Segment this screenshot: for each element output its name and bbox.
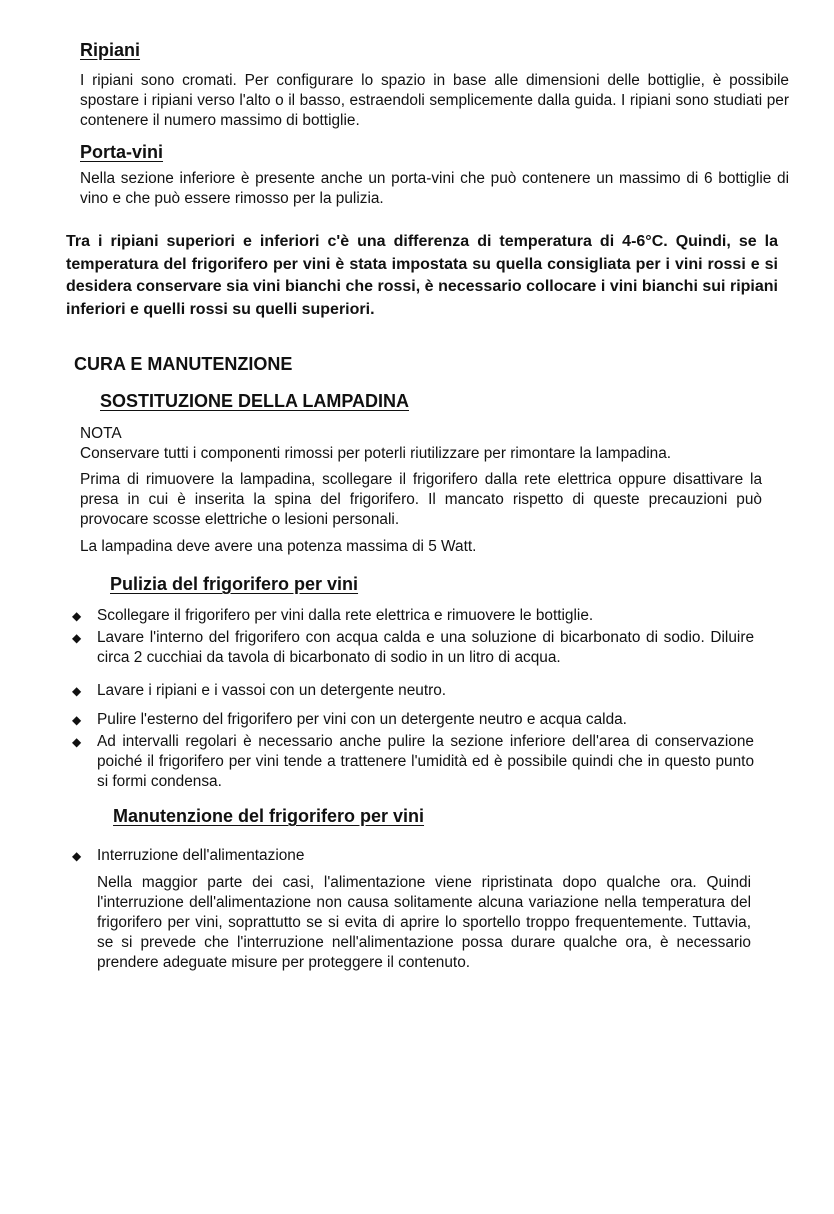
pulizia-item-3: Lavare i ripiani e i vassoi con un detergente neutro. bbox=[97, 682, 447, 699]
ripiani-heading: Ripiani bbox=[80, 40, 141, 60]
manutenzione-item-text: Nella maggior parte dei casi, l'alimentazione viene ripristinata dopo qualche ora. Quindi l'interruzione dell'alimentazione non causa solitamente alcuna variazione nella temperatura del frigorifero per vini, soprattutto se si evita di aprire lo sportello troppo frequentemente. Tuttavia, se si prevede che l'interruzione nell'alimentazione possa durare qualche ora, è necessario prendere adeguate misure per proteggere il contenuto. bbox=[97, 874, 751, 971]
pulizia-item-1: Scollegare il frigorifero per vini dalla rete elettrica e rimuovere le bottiglie. bbox=[97, 607, 594, 624]
pulizia-item-5: Ad intervalli regolari è necessario anche pulire la sezione inferiore dell'area di conservazione poiché il frigorifero per vini tende a trattenere l'umidità ed è possibile quindi che in questo punto si formi condensa. bbox=[97, 733, 754, 790]
manutenzione-item-title: Interruzione dell'alimentazione bbox=[97, 847, 305, 864]
temperature-note: Tra i ripiani superiori e inferiori c'è una differenza di temperatura di 4-6°C. Quindi, se la temperatura del frigorifero per vini è stata impostata su quella consigliata per i vini rossi e si desidera conservare sia vini bianchi che rossi, è necessario collocare i vini bianchi sui ripiani inferiori e quelli rossi su quelli superiori. bbox=[66, 233, 778, 318]
bullet-icon: ◆ bbox=[72, 735, 82, 749]
bullet-icon: ◆ bbox=[72, 684, 82, 698]
cura-manutenzione-heading: CURA E MANUTENZIONE bbox=[74, 354, 293, 374]
pulizia-heading: Pulizia del frigorifero per vini bbox=[110, 574, 359, 594]
lampadina-power: La lampadina deve avere una potenza massima di 5 Watt. bbox=[80, 538, 477, 555]
bullet-icon: ◆ bbox=[72, 609, 82, 623]
pulizia-item-2: Lavare l'interno del frigorifero con acqua calda e una soluzione di bicarbonato di sodio. Diluire circa 2 cucchiai da tavola di bicarbonato di sodio in un litro di acqua. bbox=[97, 629, 754, 666]
porta-vini-heading: Porta-vini bbox=[80, 142, 164, 162]
manutenzione-heading: Manutenzione del frigorifero per vini bbox=[113, 806, 425, 826]
bullet-icon: ◆ bbox=[72, 713, 82, 727]
pulizia-item-4: Pulire l'esterno del frigorifero per vini con un detergente neutro e acqua calda. bbox=[97, 711, 627, 728]
lampadina-warning: Prima di rimuovere la lampadina, scollegare il frigorifero dalla rete elettrica oppure disattivare la presa in cui è inserita la spina del frigorifero. Il mancato rispetto di queste precauzioni può provocare scosse elettriche o lesioni personali. bbox=[80, 471, 762, 528]
porta-vini-text: Nella sezione inferiore è presente anche un porta-vini che può contenere un massimo di 6 bottiglie di vino e che può essere rimosso per la pulizia. bbox=[80, 170, 789, 207]
lampadina-heading: SOSTITUZIONE DELLA LAMPADINA bbox=[100, 391, 409, 411]
nota-label: NOTA bbox=[80, 425, 122, 442]
nota-text: Conservare tutti i componenti rimossi per poterli riutilizzare per rimontare la lampadina. bbox=[80, 445, 672, 462]
bullet-icon: ◆ bbox=[72, 849, 82, 863]
ripiani-text: I ripiani sono cromati. Per configurare lo spazio in base alle dimensioni delle bottiglie, è possibile spostare i ripiani verso l'alto o il basso, estraendoli semplicemente dalla guida. I ripiani sono studiati per contenere il numero massimo di bottiglie. bbox=[80, 72, 789, 129]
bullet-icon: ◆ bbox=[72, 631, 82, 645]
